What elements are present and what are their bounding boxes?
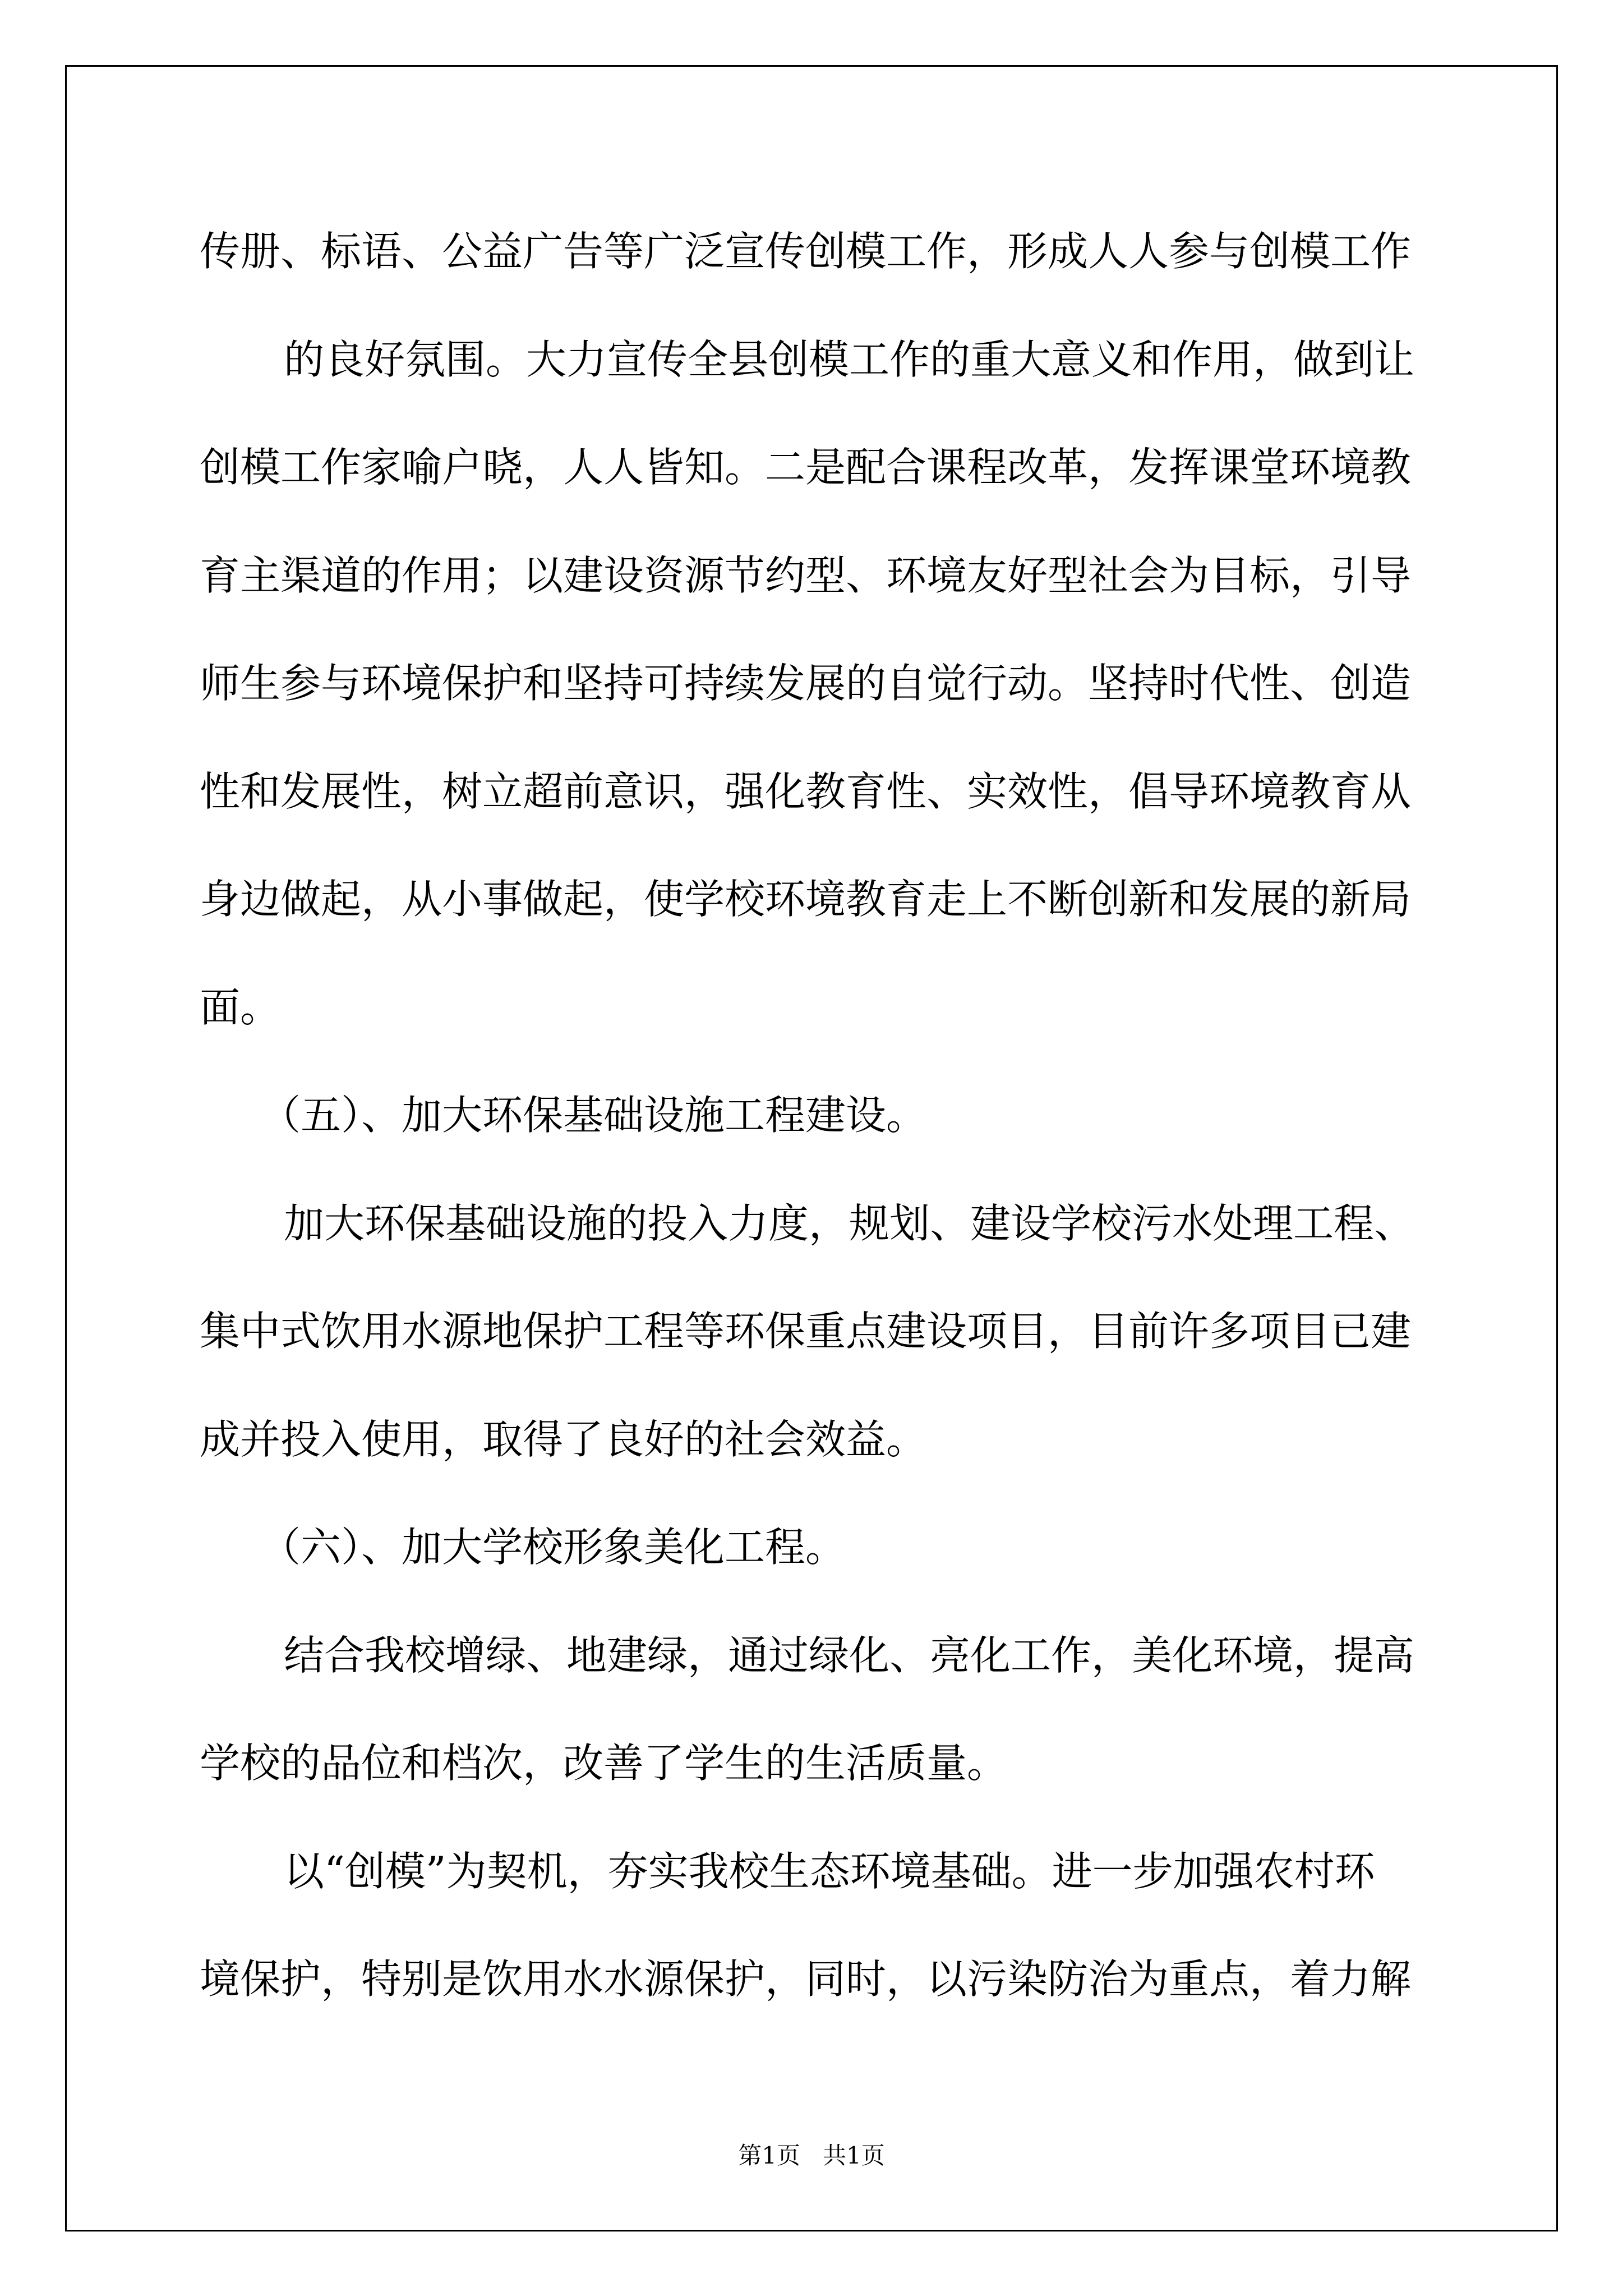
text-line: 创模工作家喻户晓，人人皆知。二是配合课程改革，发挥课堂环境教 — [200, 444, 1412, 491]
text-line: 传册、标语、公益广告等广泛宣传创模工作，形成人人参与创模工作 — [200, 228, 1412, 275]
text-line: 育主渠道的作用；以建设资源节约型、环境友好型社会为目标，引导 — [200, 552, 1412, 599]
text-line: 境保护，特别是饮用水水源保护，同时，以污染防治为重点，着力解 — [200, 1955, 1412, 2003]
section-heading: （六）、加大学校形象美化工程。 — [260, 1524, 846, 1571]
text-line: 加大环保基础设施的投入力度，规划、建设学校污水处理工程、 — [284, 1200, 1415, 1247]
text-line: 以“创模”为契机，夯实我校生态环境基础。进一步加强农村环 — [284, 1848, 1375, 1895]
section-heading: （五）、加大环保基础设施工程建设。 — [260, 1092, 927, 1139]
page-number: 第1页 — [738, 2142, 800, 2169]
page-total: 共1页 — [823, 2142, 885, 2169]
text-line: 成并投入使用，取得了良好的社会效益。 — [200, 1416, 927, 1463]
page-border — [65, 65, 1558, 2231]
text-line: 性和发展性，树立超前意识，强化教育性、实效性，倡导环境教育从 — [200, 768, 1412, 815]
text-line: 结合我校增绿、地建绿，通过绿化、亮化工作，美化环境，提高 — [284, 1632, 1415, 1679]
page-footer — [0, 2137, 1623, 2171]
text-line: 师生参与环境保护和坚持可持续发展的自觉行动。坚持时代性、创造 — [200, 660, 1412, 707]
text-line: 面。 — [200, 984, 281, 1031]
text-line: 的良好氛围。大力宣传全县创模工作的重大意义和作用，做到让 — [284, 336, 1415, 383]
text-line: 学校的品位和档次，改善了学生的生活质量。 — [200, 1740, 1008, 1787]
text-line: 集中式饮用水源地保护工程等环保重点建设项目，目前许多项目已建 — [200, 1308, 1412, 1355]
text-line: 身边做起，从小事做起，使学校环境教育走上不断创新和发展的新局 — [200, 876, 1412, 923]
